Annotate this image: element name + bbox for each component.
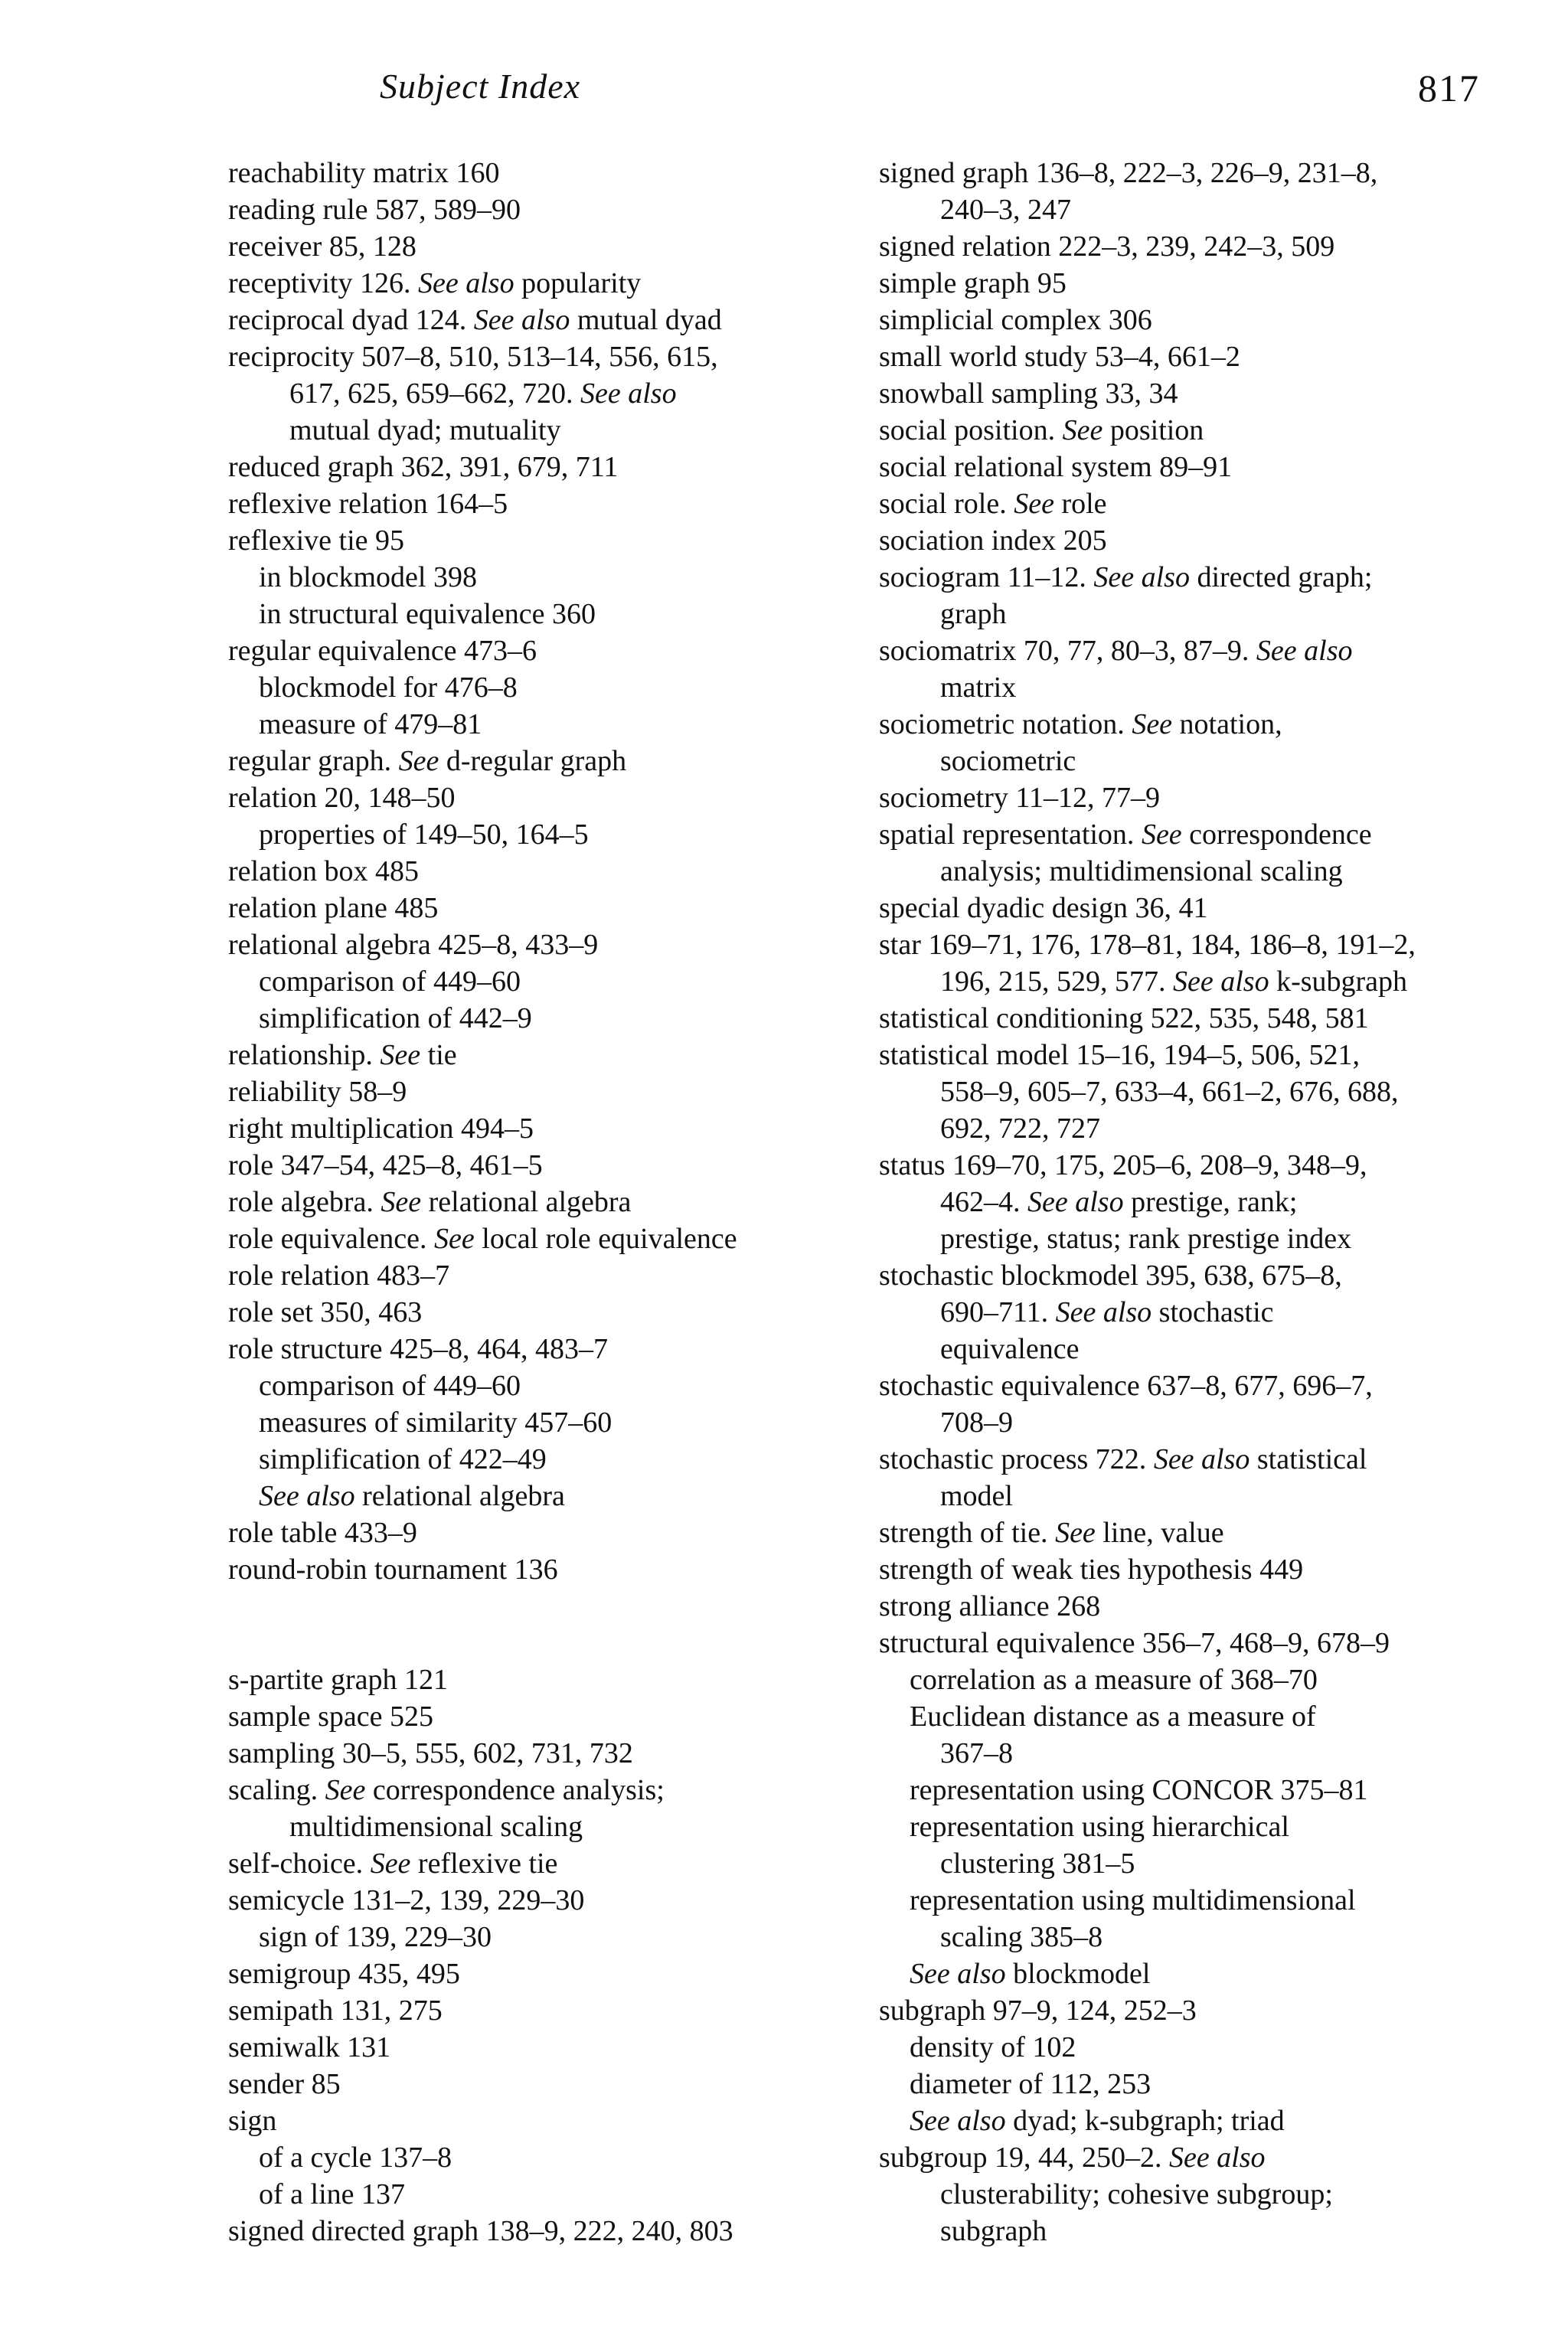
index-subentry xyxy=(228,1367,864,1404)
index-entry xyxy=(228,1294,864,1331)
entry-text: signed relation 222–3, 239, 242–3, 509 xyxy=(879,230,1335,263)
index-subentry xyxy=(228,375,864,412)
entry-text: semiwalk 131 xyxy=(228,2031,391,2063)
index-entry xyxy=(228,1331,864,1367)
entry-text: stochastic process 722. xyxy=(879,1443,1147,1475)
entry-text: model xyxy=(940,1480,1013,1512)
cross-reference-label: See xyxy=(1055,1517,1096,1549)
cross-reference-target: dyad; k-subgraph; triad xyxy=(1013,2105,1285,2137)
index-subentry xyxy=(879,743,1553,779)
index-entry xyxy=(879,338,1553,375)
entry-text: blockmodel for 476–8 xyxy=(259,671,518,704)
index-subentry xyxy=(879,1110,1553,1147)
index-entry xyxy=(879,890,1553,926)
entry-text: role table 433–9 xyxy=(228,1517,417,1549)
entry-text: reciprocal dyad 124. xyxy=(228,304,467,336)
entry-text: structural equivalence 356–7, 468–9, 678–9 xyxy=(879,1627,1390,1659)
index-entry xyxy=(228,890,864,926)
entry-text: reading rule 587, 589–90 xyxy=(228,194,521,226)
entry-text: s-partite graph 121 xyxy=(228,1664,449,1696)
entry-text: density of 102 xyxy=(910,2031,1076,2063)
index-entry xyxy=(228,1220,864,1257)
entry-text: measures of similarity 457–60 xyxy=(259,1407,612,1439)
cross-reference-target: mutual dyad xyxy=(577,304,722,336)
cross-reference-label: See xyxy=(1132,708,1173,740)
cross-reference-target: tie xyxy=(427,1039,457,1071)
index-entry xyxy=(228,449,864,485)
index-subentry xyxy=(879,1919,1553,1955)
index-subentry xyxy=(228,2139,864,2176)
entry-text: clusterability; cohesive subgroup; xyxy=(940,2178,1333,2210)
cross-reference-target: k-subgraph xyxy=(1276,965,1408,998)
cross-reference-target: reflexive tie xyxy=(417,1848,558,1880)
index-subentry xyxy=(879,1184,1553,1220)
entry-text: semipath 131, 275 xyxy=(228,1995,443,2027)
index-entry xyxy=(879,779,1553,816)
index-subentry xyxy=(879,191,1553,228)
cross-reference-label: See also xyxy=(1168,2142,1266,2174)
cross-reference-target: correspondence analysis; xyxy=(372,1774,665,1806)
index-column-left xyxy=(228,155,864,2249)
index-entry xyxy=(228,2029,864,2066)
entry-text: special dyadic design 36, 41 xyxy=(879,892,1208,924)
entry-text: Euclidean distance as a measure of xyxy=(910,1701,1316,1733)
index-entry xyxy=(228,853,864,890)
entry-text: relational algebra 425–8, 433–9 xyxy=(228,929,599,961)
entry-text: sample space 525 xyxy=(228,1701,434,1733)
index-entry xyxy=(228,265,864,302)
index-entry xyxy=(228,1845,864,1882)
entry-text: analysis; multidimensional scaling xyxy=(940,855,1343,887)
entry-text: 617, 625, 659–662, 720. xyxy=(289,377,573,410)
index-entry xyxy=(228,779,864,816)
index-entry xyxy=(879,302,1553,338)
cross-reference-label: See also xyxy=(1055,1296,1152,1328)
entry-text: reflexive tie 95 xyxy=(228,524,405,557)
index-subentry xyxy=(879,1845,1553,1882)
entry-text: representation using multidimensional xyxy=(910,1884,1356,1916)
index-entry xyxy=(879,265,1553,302)
cross-reference-target: prestige, rank; xyxy=(1131,1186,1298,1218)
entry-text: regular equivalence 473–6 xyxy=(228,635,537,667)
index-entry xyxy=(228,1992,864,2029)
entry-text: sender 85 xyxy=(228,2068,341,2100)
index-entry xyxy=(228,632,864,669)
entry-text: relation 20, 148–50 xyxy=(228,782,456,814)
cross-reference-label: See xyxy=(1014,488,1054,520)
index-entry xyxy=(228,926,864,963)
entry-text: comparison of 449–60 xyxy=(259,965,521,998)
index-subentry xyxy=(228,1441,864,1478)
entry-text: 462–4. xyxy=(940,1186,1021,1218)
entry-text: reachability matrix 160 xyxy=(228,157,500,189)
index-subentry xyxy=(879,596,1553,632)
index-entry xyxy=(879,706,1553,743)
cross-reference-target: popularity xyxy=(521,267,642,299)
index-subentry xyxy=(879,2176,1553,2213)
index-subentry xyxy=(879,1698,1553,1735)
entry-text: snowball sampling 33, 34 xyxy=(879,377,1178,410)
entry-text: scaling 385–8 xyxy=(940,1921,1103,1953)
entry-text: 690–711. xyxy=(940,1296,1049,1328)
entry-text: comparison of 449–60 xyxy=(259,1370,521,1402)
entry-text: semicycle 131–2, 139, 229–30 xyxy=(228,1884,585,1916)
entry-text: reliability 58–9 xyxy=(228,1076,407,1108)
entry-text: 367–8 xyxy=(940,1737,1013,1769)
cross-reference-target: local role equivalence xyxy=(482,1223,737,1255)
index-subentry xyxy=(228,559,864,596)
entry-text: diameter of 112, 253 xyxy=(910,2068,1152,2100)
cross-reference-target: stochastic xyxy=(1158,1296,1274,1328)
cross-reference-label: See also xyxy=(1153,1443,1250,1475)
index-entry xyxy=(228,1955,864,1992)
entry-text: graph xyxy=(940,598,1007,630)
entry-text: relation plane 485 xyxy=(228,892,439,924)
entry-text: sign of 139, 229–30 xyxy=(259,1921,492,1953)
cross-reference-target: directed graph; xyxy=(1197,561,1373,593)
cross-reference-label: See xyxy=(370,1848,411,1880)
index-subentry xyxy=(228,963,864,1000)
index-entry xyxy=(879,1037,1553,1073)
index-entry xyxy=(228,485,864,522)
entry-text: self-choice. xyxy=(228,1848,364,1880)
entry-text: sociomatrix 70, 77, 80–3, 87–9. xyxy=(879,635,1250,667)
index-entry xyxy=(879,1257,1553,1294)
entry-text: sign xyxy=(228,2105,277,2137)
index-entry xyxy=(228,228,864,265)
cross-reference-label: See xyxy=(325,1774,366,1806)
entry-text: sociometric xyxy=(940,745,1076,777)
entry-text: properties of 149–50, 164–5 xyxy=(259,818,589,851)
index-subentry xyxy=(879,1331,1553,1367)
index-subentry xyxy=(228,1808,864,1845)
entry-text: of a cycle 137–8 xyxy=(259,2142,452,2174)
entry-text: 692, 722, 727 xyxy=(940,1112,1100,1145)
index-entry xyxy=(879,1588,1553,1625)
entry-text: social relational system 89–91 xyxy=(879,451,1233,483)
entry-text: relation box 485 xyxy=(228,855,420,887)
index-entry xyxy=(228,1514,864,1551)
cross-reference-label: See also xyxy=(910,2105,1006,2137)
entry-text: signed graph 136–8, 222–3, 226–9, 231–8, xyxy=(879,157,1378,189)
entry-text: relationship. xyxy=(228,1039,373,1071)
index-entry xyxy=(228,1110,864,1147)
entry-text: simplification of 422–49 xyxy=(259,1443,547,1475)
entry-text: simplicial complex 306 xyxy=(879,304,1152,336)
index-subentry xyxy=(879,1735,1553,1772)
entry-text: correlation as a measure of 368–70 xyxy=(910,1664,1318,1696)
cross-reference-label: See also xyxy=(1256,635,1353,667)
index-entry xyxy=(879,449,1553,485)
entry-text: sociometry 11–12, 77–9 xyxy=(879,782,1160,814)
cross-reference-target: line, value xyxy=(1102,1517,1224,1549)
entry-text: clustering 381–5 xyxy=(940,1848,1135,1880)
index-entry xyxy=(228,1772,864,1808)
entry-text: sociometric notation. xyxy=(879,708,1125,740)
index-entry xyxy=(228,2102,864,2139)
index-entry xyxy=(879,1367,1553,1404)
cross-reference-target: correspondence xyxy=(1189,818,1372,851)
index-entry xyxy=(879,1147,1553,1184)
index-entry xyxy=(879,559,1553,596)
entry-text: prestige, status; rank prestige index xyxy=(940,1223,1352,1255)
index-subentry xyxy=(228,2176,864,2213)
index-entry xyxy=(879,1441,1553,1478)
entry-text: 708–9 xyxy=(940,1407,1013,1439)
index-entry xyxy=(879,1625,1553,1661)
entry-text: role relation 483–7 xyxy=(228,1259,450,1292)
entry-text: simplification of 442–9 xyxy=(259,1002,532,1034)
entry-text: stochastic equivalence 637–8, 677, 696–7, xyxy=(879,1370,1373,1402)
cross-reference-label: See xyxy=(381,1186,422,1218)
page-number: 817 xyxy=(1418,67,1480,109)
index-entry xyxy=(228,1073,864,1110)
entry-text: receiver 85, 128 xyxy=(228,230,416,263)
index-subentry xyxy=(879,1661,1553,1698)
index-entry xyxy=(879,2139,1553,2176)
cross-reference-label: See xyxy=(398,745,439,777)
index-entry xyxy=(228,1184,864,1220)
section-gap xyxy=(228,1588,864,1661)
index-subentry xyxy=(228,1478,864,1514)
index-entry xyxy=(228,1257,864,1294)
index-subentry xyxy=(879,1882,1553,1919)
entry-text: sociogram 11–12. xyxy=(879,561,1086,593)
entry-text: role set 350, 463 xyxy=(228,1296,423,1328)
entry-text: equivalence xyxy=(940,1333,1080,1365)
entry-text: star 169–71, 176, 178–81, 184, 186–8, 191–2, xyxy=(879,929,1416,961)
index-column-right xyxy=(879,155,1553,2249)
entry-text: simple graph 95 xyxy=(879,267,1067,299)
index-entry xyxy=(879,1992,1553,2029)
entry-text: of a line 137 xyxy=(259,2178,406,2210)
index-subentry xyxy=(879,2066,1553,2102)
entry-text: in blockmodel 398 xyxy=(259,561,477,593)
entry-text: subgraph xyxy=(940,2215,1047,2247)
index-entry xyxy=(228,2066,864,2102)
entry-text: role algebra. xyxy=(228,1186,374,1218)
cross-reference-label: See also xyxy=(580,377,677,410)
entry-text: scaling. xyxy=(228,1774,318,1806)
cross-reference-label: See also xyxy=(1173,965,1269,998)
index-subentry xyxy=(879,2029,1553,2066)
index-entry xyxy=(879,816,1553,853)
entry-text: representation using CONCOR 375–81 xyxy=(910,1774,1368,1806)
index-subentry xyxy=(879,2213,1553,2249)
index-entry xyxy=(879,926,1553,963)
entry-text: role structure 425–8, 464, 483–7 xyxy=(228,1333,609,1365)
entry-text: role 347–54, 425–8, 461–5 xyxy=(228,1149,543,1181)
index-entry xyxy=(228,302,864,338)
entry-text: spatial representation. xyxy=(879,818,1135,851)
index-entry xyxy=(879,155,1553,191)
cross-reference-label: See xyxy=(1062,414,1103,446)
entry-text: round-robin tournament 136 xyxy=(228,1554,558,1586)
entry-text: sampling 30–5, 555, 602, 731, 732 xyxy=(228,1737,633,1769)
index-entry xyxy=(228,1037,864,1073)
index-entry xyxy=(228,1147,864,1184)
entry-text: semigroup 435, 495 xyxy=(228,1958,460,1990)
index-entry xyxy=(879,228,1553,265)
entry-text: reduced graph 362, 391, 679, 711 xyxy=(228,451,619,483)
entry-text: measure of 479–81 xyxy=(259,708,482,740)
cross-reference-target: relational algebra xyxy=(428,1186,632,1218)
cross-reference-label: See xyxy=(1141,818,1182,851)
cross-reference-label: See xyxy=(434,1223,475,1255)
index-entry xyxy=(228,191,864,228)
entry-text: 558–9, 605–7, 633–4, 661–2, 676, 688, xyxy=(940,1076,1399,1108)
entry-text: role equivalence. xyxy=(228,1223,427,1255)
cross-reference-label: See also xyxy=(417,267,514,299)
entry-text: sociation index 205 xyxy=(879,524,1107,557)
index-entry xyxy=(879,485,1553,522)
index-entry xyxy=(879,412,1553,449)
entry-text: regular graph. xyxy=(228,745,392,777)
index-subentry xyxy=(228,669,864,706)
index-entry xyxy=(228,743,864,779)
index-entry xyxy=(228,338,864,375)
index-subentry xyxy=(879,1772,1553,1808)
entry-text: small world study 53–4, 661–2 xyxy=(879,341,1240,373)
cross-reference-target: position xyxy=(1109,414,1204,446)
cross-reference-target: statistical xyxy=(1256,1443,1367,1475)
entry-text: social position. xyxy=(879,414,1056,446)
entry-text: statistical conditioning 522, 535, 548, 581 xyxy=(879,1002,1369,1034)
index-entry xyxy=(879,1000,1553,1037)
index-subentry xyxy=(228,706,864,743)
entry-text: 196, 215, 529, 577. xyxy=(940,965,1166,998)
entry-text: strength of weak ties hypothesis 449 xyxy=(879,1554,1304,1586)
cross-reference-target: blockmodel xyxy=(1013,1958,1151,1990)
index-subentry xyxy=(879,963,1553,1000)
cross-reference-label: See also xyxy=(910,1958,1006,1990)
entry-text: 240–3, 247 xyxy=(940,194,1071,226)
index-subentry xyxy=(879,1073,1553,1110)
index-subentry xyxy=(879,1808,1553,1845)
index-entry xyxy=(228,2213,864,2249)
index-subentry xyxy=(879,853,1553,890)
entry-text: status 169–70, 175, 205–6, 208–9, 348–9, xyxy=(879,1149,1367,1181)
index-subentry xyxy=(879,669,1553,706)
entry-text: receptivity 126. xyxy=(228,267,411,299)
entry-text: in structural equivalence 360 xyxy=(259,598,596,630)
entry-text: multidimensional scaling xyxy=(289,1811,583,1843)
index-subentry xyxy=(879,1955,1553,1992)
entry-text: reflexive relation 164–5 xyxy=(228,488,508,520)
index-subentry xyxy=(228,412,864,449)
entry-text: reciprocity 507–8, 510, 513–14, 556, 615, xyxy=(228,341,718,373)
entry-text: strength of tie. xyxy=(879,1517,1048,1549)
index-entry xyxy=(879,1514,1553,1551)
entry-text: signed directed graph 138–9, 222, 240, 803 xyxy=(228,2215,733,2247)
index-subentry xyxy=(228,596,864,632)
entry-text: statistical model 15–16, 194–5, 506, 521, xyxy=(879,1039,1361,1071)
entry-text: right multiplication 494–5 xyxy=(228,1112,534,1145)
running-header-title: Subject Index xyxy=(380,67,581,106)
cross-reference-target: role xyxy=(1061,488,1107,520)
entry-text: strong alliance 268 xyxy=(879,1590,1101,1622)
entry-text: mutual dyad; mutuality xyxy=(289,414,561,446)
index-entry xyxy=(228,522,864,559)
entry-text: representation using hierarchical xyxy=(910,1811,1289,1843)
entry-text: matrix xyxy=(940,671,1017,704)
cross-reference-label: See also xyxy=(1027,1186,1124,1218)
index-entry xyxy=(879,632,1553,669)
cross-reference-label: See also xyxy=(473,304,570,336)
index-subentry xyxy=(228,816,864,853)
entry-text: subgroup 19, 44, 250–2. xyxy=(879,2142,1162,2174)
index-entry xyxy=(879,522,1553,559)
cross-reference-target: d-regular graph xyxy=(446,745,627,777)
cross-reference-target: relational algebra xyxy=(362,1480,565,1512)
entry-text: stochastic blockmodel 395, 638, 675–8, xyxy=(879,1259,1342,1292)
index-entry xyxy=(879,1551,1553,1588)
index-entry xyxy=(228,155,864,191)
index-subentry xyxy=(879,1404,1553,1441)
cross-reference-label: See xyxy=(380,1039,421,1071)
index-entry xyxy=(228,1661,864,1698)
entry-text: social role. xyxy=(879,488,1007,520)
index-entry xyxy=(228,1551,864,1588)
entry-text: subgraph 97–9, 124, 252–3 xyxy=(879,1995,1197,2027)
index-subentry xyxy=(228,1404,864,1441)
cross-reference-label: See also xyxy=(259,1480,355,1512)
index-entry xyxy=(228,1882,864,1919)
index-subentry xyxy=(879,1478,1553,1514)
index-entry xyxy=(228,1698,864,1735)
index-subentry xyxy=(879,1220,1553,1257)
index-subentry xyxy=(879,2102,1553,2139)
index-subentry xyxy=(228,1000,864,1037)
cross-reference-target: notation, xyxy=(1179,708,1282,740)
index-subentry xyxy=(879,1294,1553,1331)
cross-reference-label: See also xyxy=(1093,561,1190,593)
index-subentry xyxy=(228,1919,864,1955)
index-entry xyxy=(879,375,1553,412)
index-entry xyxy=(228,1735,864,1772)
